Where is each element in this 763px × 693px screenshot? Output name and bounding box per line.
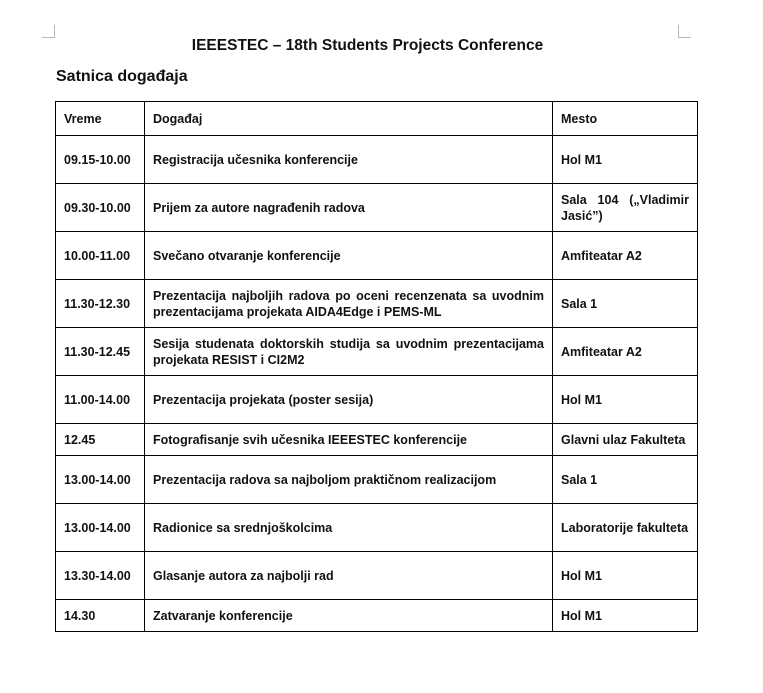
schedule-table xyxy=(55,101,698,632)
header-time: Vreme xyxy=(56,102,145,136)
table-row xyxy=(56,552,698,600)
event-cell: Registracija učesnika konferencije xyxy=(145,136,553,184)
table-row xyxy=(56,504,698,552)
time-cell: 11.30-12.30 xyxy=(56,280,145,328)
place-cell: Sala 1 xyxy=(553,456,698,504)
table-row xyxy=(56,136,698,184)
event-cell: Prijem za autore nagrađenih radova xyxy=(145,184,553,232)
place-cell: Hol M1 xyxy=(553,600,698,632)
place-cell: Glavni ulaz Fakulteta xyxy=(553,424,698,456)
place-cell: Hol M1 xyxy=(553,552,698,600)
header-event: Događaj xyxy=(145,102,553,136)
table-row xyxy=(56,328,698,376)
event-cell: Glasanje autora za najbolji rad xyxy=(145,552,553,600)
place-cell: Sala 104 („Vladimir Jasić”) xyxy=(553,184,698,232)
event-cell: Prezentacija projekata (poster sesija) xyxy=(145,376,553,424)
time-cell: 10.00-11.00 xyxy=(56,232,145,280)
schedule-heading: Satnica događaja xyxy=(56,68,188,85)
event-cell: Fotografisanje svih učesnika IEEESTEC konferencije xyxy=(145,424,553,456)
place-cell: Amfiteatar A2 xyxy=(553,328,698,376)
table-row xyxy=(56,376,698,424)
event-cell: Sesija studenata doktorskih studija sa uvodnim prezentacijama projekata RESIST i CI2M2 xyxy=(145,328,553,376)
place-cell: Amfiteatar A2 xyxy=(553,232,698,280)
time-cell: 13.00-14.00 xyxy=(56,504,145,552)
time-cell: 14.30 xyxy=(56,600,145,632)
time-cell: 09.30-10.00 xyxy=(56,184,145,232)
place-cell: Hol M1 xyxy=(553,376,698,424)
time-cell: 13.30-14.00 xyxy=(56,552,145,600)
table-row xyxy=(56,232,698,280)
table-row xyxy=(56,280,698,328)
event-cell: Zatvaranje konferencije xyxy=(145,600,553,632)
place-cell: Laboratorije fakulteta xyxy=(553,504,698,552)
time-cell: 11.00-14.00 xyxy=(56,376,145,424)
place-cell: Sala 1 xyxy=(553,280,698,328)
event-cell: Radionice sa srednjoškolcima xyxy=(145,504,553,552)
time-cell: 11.30-12.45 xyxy=(56,328,145,376)
table-row xyxy=(56,456,698,504)
header-place: Mesto xyxy=(553,102,698,136)
table-row xyxy=(56,184,698,232)
document-title: IEEESTEC – 18th Students Projects Conference xyxy=(191,37,544,54)
event-cell: Prezentacija najboljih radova po oceni recenzenata sa uvodnim prezentacijama projekata AIDA4Edge i PEMS-ML xyxy=(145,280,553,328)
table-row xyxy=(56,600,698,632)
time-cell: 09.15-10.00 xyxy=(56,136,145,184)
event-cell: Prezentacija radova sa najboljom praktičnom realizacijom xyxy=(145,456,553,504)
time-cell: 12.45 xyxy=(56,424,145,456)
table-row xyxy=(56,424,698,456)
event-cell: Svečano otvaranje konferencije xyxy=(145,232,553,280)
time-cell: 13.00-14.00 xyxy=(56,456,145,504)
table-header-row xyxy=(56,102,698,136)
place-cell: Hol M1 xyxy=(553,136,698,184)
